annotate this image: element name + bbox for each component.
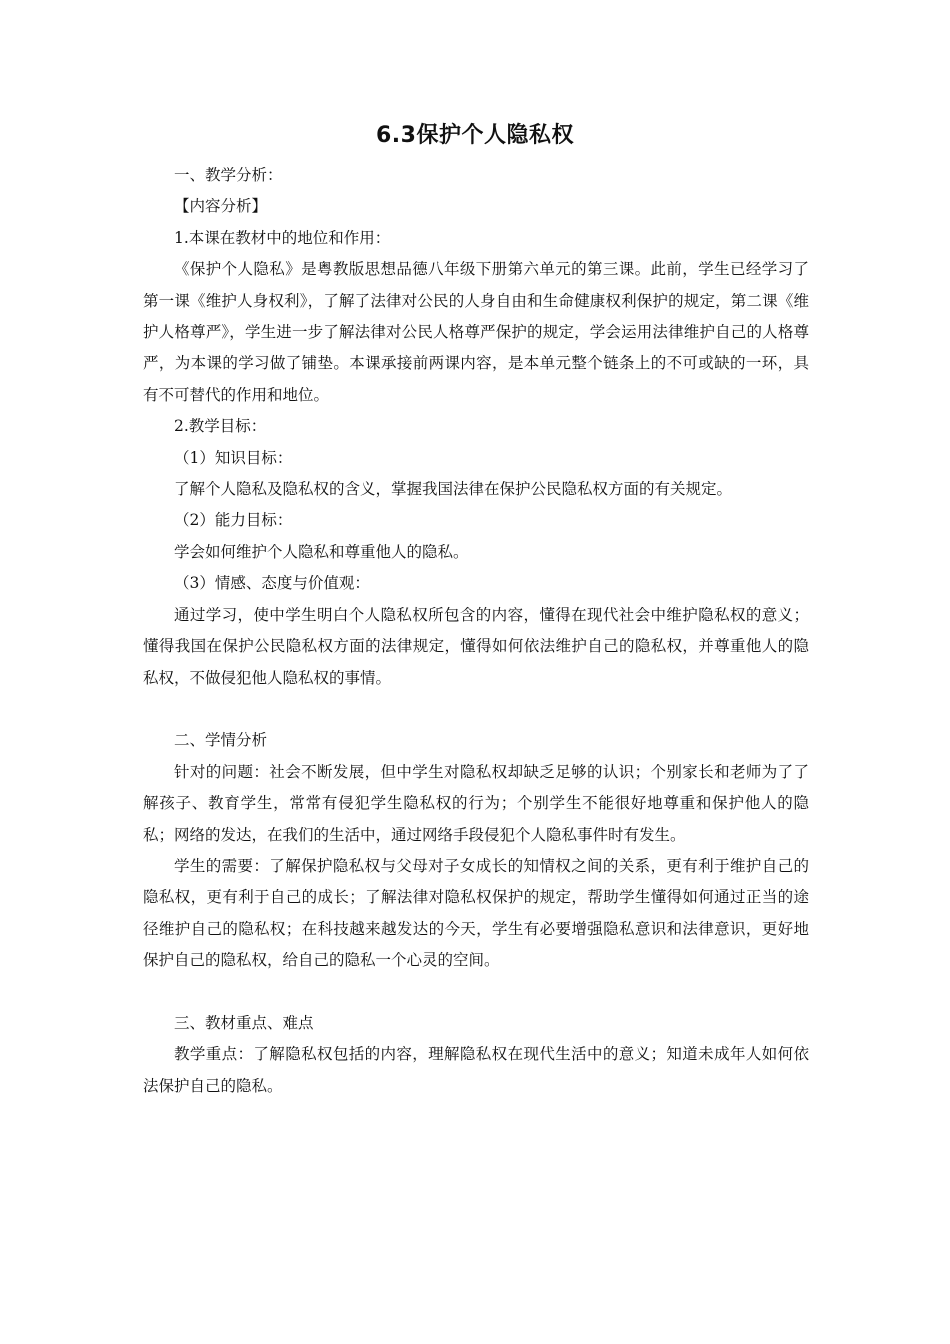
paragraph-key-points: 教学重点：了解隐私权包括的内容，理解隐私权在现代生活中的意义；知道未成年人如何依法保护自己的隐私。 (143, 1045, 809, 1095)
spacer (143, 977, 809, 1008)
goal-heading-ability: （2）能力目标： (174, 511, 293, 530)
subheading-content-analysis: 【内容分析】 (174, 197, 268, 216)
document-title: 6.3保护个人隐私权 (376, 123, 574, 148)
spacer (143, 694, 809, 725)
item-heading-position-role: 1.本课在教材中的地位和作用： (174, 228, 391, 247)
item-heading-teaching-goals: 2.教学目标： (174, 417, 267, 436)
paragraph-knowledge-goal: 了解个人隐私及隐私权的含义，掌握我国法律在保护公民隐私权方面的有关规定。 (174, 480, 733, 499)
paragraph-position-role: 《保护个人隐私》是粤教版思想品德八年级下册第六单元的第三课。此前，学生已经学习了第一课《维护人身权利》，了解了法律对公民的人身自由和生命健康权利保护的规定，第二课《维护人格尊严》，学生进一步了解法律对公民人格尊严保护的规定，学会运用法律维护自己的人格尊严，为本课的学习做了铺垫。本课承接前两课内容，是本单元整个链条上的不可或缺的一环，具有不可替代的作用和地位。 (143, 260, 809, 404)
goal-heading-knowledge: （1）知识目标： (174, 448, 293, 467)
paragraph-problems: 针对的问题：社会不断发展，但中学生对隐私权却缺乏足够的认识；个别家长和老师为了了解孩子、教育学生，常常有侵犯学生隐私权的行为；个别学生不能很好地尊重和保护他人的隐私；网络的发达，在我们的生活中，通过网络手段侵犯个人隐私事件时有发生。 (143, 762, 809, 844)
goal-heading-emotion: （3）情感、态度与价值观： (174, 574, 370, 593)
paragraph-student-needs: 学生的需要：了解保护隐私权与父母对子女成长的知情权之间的关系，更有利于维护自己的隐私权，更有利于自己的成长；了解法律对隐私权保护的规定，帮助学生懂得如何通过正当的途径维护自己的隐私权；在科技越来越发达的今天，学生有必要增强隐私意识和法律意识，更好地保护自己的隐私权，给自己的隐私一个心灵的空间。 (143, 856, 809, 970)
paragraph-emotion-goal: 通过学习，使中学生明白个人隐私权所包含的内容，懂得在现代社会中维护隐私权的意义；懂得我国在保护公民隐私权方面的法律规定，懂得如何依法维护自己的隐私权，并尊重他人的隐私权，不做侵犯他人隐私权的事情。 (143, 605, 809, 687)
section-heading-teaching-analysis: 一、教学分析： (174, 166, 283, 184)
section-heading-key-points: 三、教材重点、难点 (174, 1013, 314, 1032)
document-body (143, 160, 809, 1102)
paragraph-ability-goal: 学会如何维护个人隐私和尊重他人的隐私。 (174, 542, 469, 561)
section-heading-student-analysis: 二、学情分析 (174, 731, 268, 750)
